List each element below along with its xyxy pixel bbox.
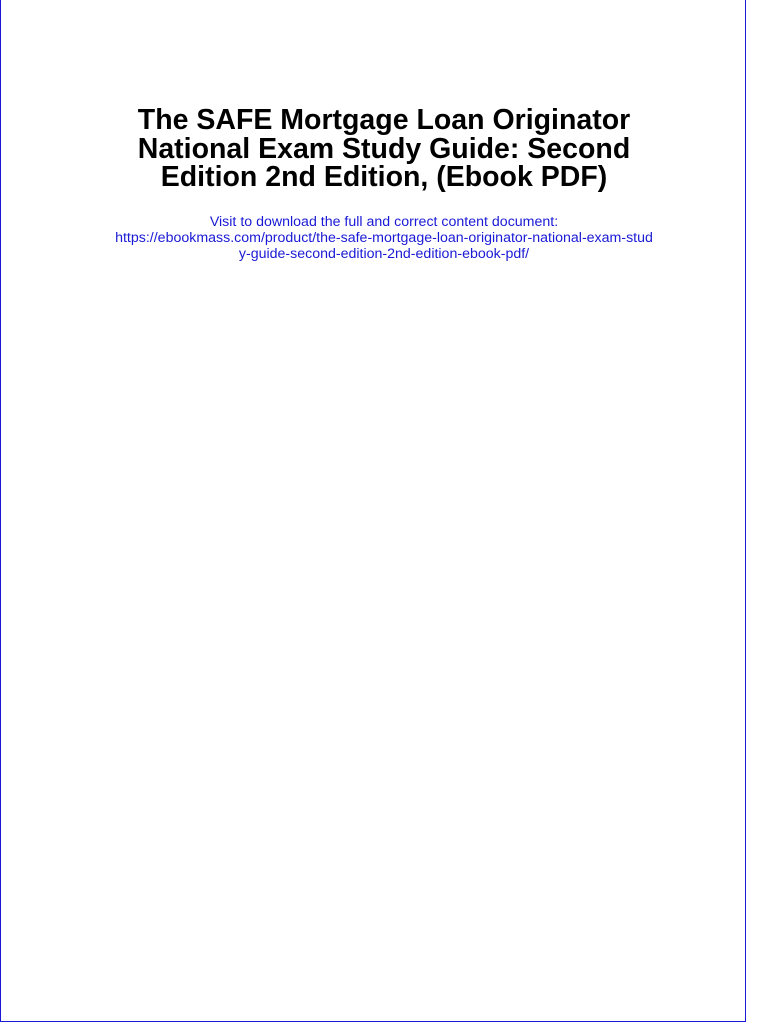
- download-link-line-1[interactable]: https://ebookmass.com/product/the-safe-mortgage-loan-originator-national-exam-stud: [115, 230, 653, 246]
- title-line-1: The SAFE Mortgage Loan Originator: [137, 104, 631, 136]
- title-line-3: Edition 2nd Edition, (Ebook PDF): [160, 161, 608, 193]
- download-link-line-2[interactable]: y-guide-second-edition-2nd-edition-ebook-pdf/: [238, 246, 530, 262]
- download-notice: [0, 214, 768, 262]
- download-link[interactable]: [0, 230, 768, 262]
- title-line-2: National Exam Study Guide: Second: [137, 132, 631, 165]
- document-title: [0, 106, 768, 192]
- visit-text: Visit to download the full and correct content document:: [209, 214, 559, 230]
